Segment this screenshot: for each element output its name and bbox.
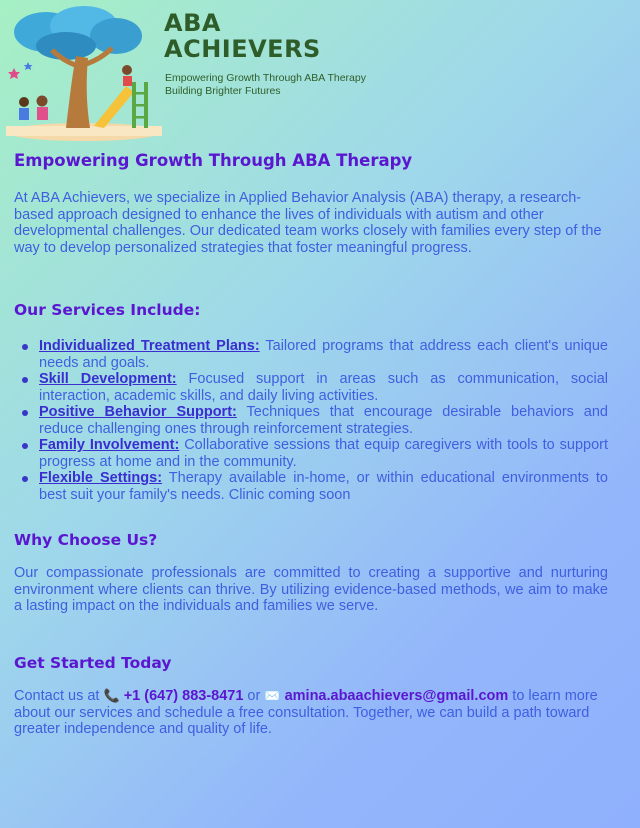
service-name: Family Involvement: xyxy=(39,437,180,453)
tagline-line1: Empowering Growth Through ABA Therapy xyxy=(165,72,366,84)
service-name: Skill Development: xyxy=(39,371,177,387)
brand-tagline xyxy=(165,72,366,98)
why-heading: Why Choose Us? xyxy=(14,531,158,549)
hero-heading: Empowering Growth Through ABA Therapy xyxy=(14,151,413,170)
service-name: Flexible Settings: xyxy=(39,470,163,486)
main-content xyxy=(14,150,609,737)
service-item xyxy=(39,437,608,470)
why-paragraph: Our compassionate professionals are committed to creating a supportive and nurturing environment where clients can thrive. By utilizing evidence-based methods, we aim to make a lasting impact on the individuals and families we serve. xyxy=(14,565,608,614)
contact-prefix: Contact us at xyxy=(14,688,104,704)
contact-suffix: to learn more about our services and schedule a free consultation. Together, we can build a path toward greater independence and quality of life. xyxy=(14,688,598,737)
brand-title-line2: ACHIEVERS xyxy=(164,35,321,63)
service-desc: Collaborative sessions that equip caregivers with tools to support progress at home and in the community. xyxy=(39,437,608,470)
phone-link[interactable]: +1 (647) 883-8471 xyxy=(123,688,244,704)
service-item xyxy=(39,338,608,371)
brand-title-line1: ABA xyxy=(164,9,221,37)
service-name: Individualized Treatment Plans: xyxy=(39,338,260,354)
contact-paragraph xyxy=(14,688,608,738)
intro-paragraph: At ABA Achievers, we specialize in Applied Behavior Analysis (ABA) therapy, a research-based approach designed to enhance the lives of individuals with autism and other developmental challenges. Our dedicated team works closely with families every step of the way to develop personalized strategies that foster meaningful progress. xyxy=(14,190,602,256)
service-item xyxy=(39,470,608,503)
service-desc: Therapy available in-home, or within educational environments to best suit your family's needs. Clinic coming soon xyxy=(39,470,608,503)
phone-icon: 📞 xyxy=(103,688,120,703)
bullet-icon xyxy=(22,377,28,383)
header xyxy=(0,0,640,146)
service-name: Positive Behavior Support: xyxy=(39,404,237,420)
bullet-icon xyxy=(22,476,28,482)
service-desc: Techniques that encourage desirable behaviors and reduce challenging ones through reinforcement strategies. xyxy=(39,404,608,437)
service-item xyxy=(39,371,608,404)
bullet-icon xyxy=(22,443,28,449)
service-desc: Tailored programs that address each client's unique needs and goals. xyxy=(39,338,608,371)
envelope-icon: ✉️ xyxy=(264,688,281,703)
service-desc: Focused support in areas such as communication, social interaction, academic skills, and daily living activities. xyxy=(39,371,609,404)
bullet-icon xyxy=(22,410,28,416)
logo-illustration xyxy=(6,6,162,142)
get-started-heading: Get Started Today xyxy=(14,654,172,672)
service-item xyxy=(39,404,608,437)
tagline-line2: Building Brighter Futures xyxy=(165,85,281,97)
contact-or: or xyxy=(243,688,265,704)
brand-title xyxy=(164,10,321,62)
bullet-icon xyxy=(22,344,28,350)
email-link[interactable]: amina.abaachievers@gmail.com xyxy=(284,688,509,704)
services-heading: Our Services Include: xyxy=(14,301,201,319)
services-list xyxy=(14,338,608,503)
